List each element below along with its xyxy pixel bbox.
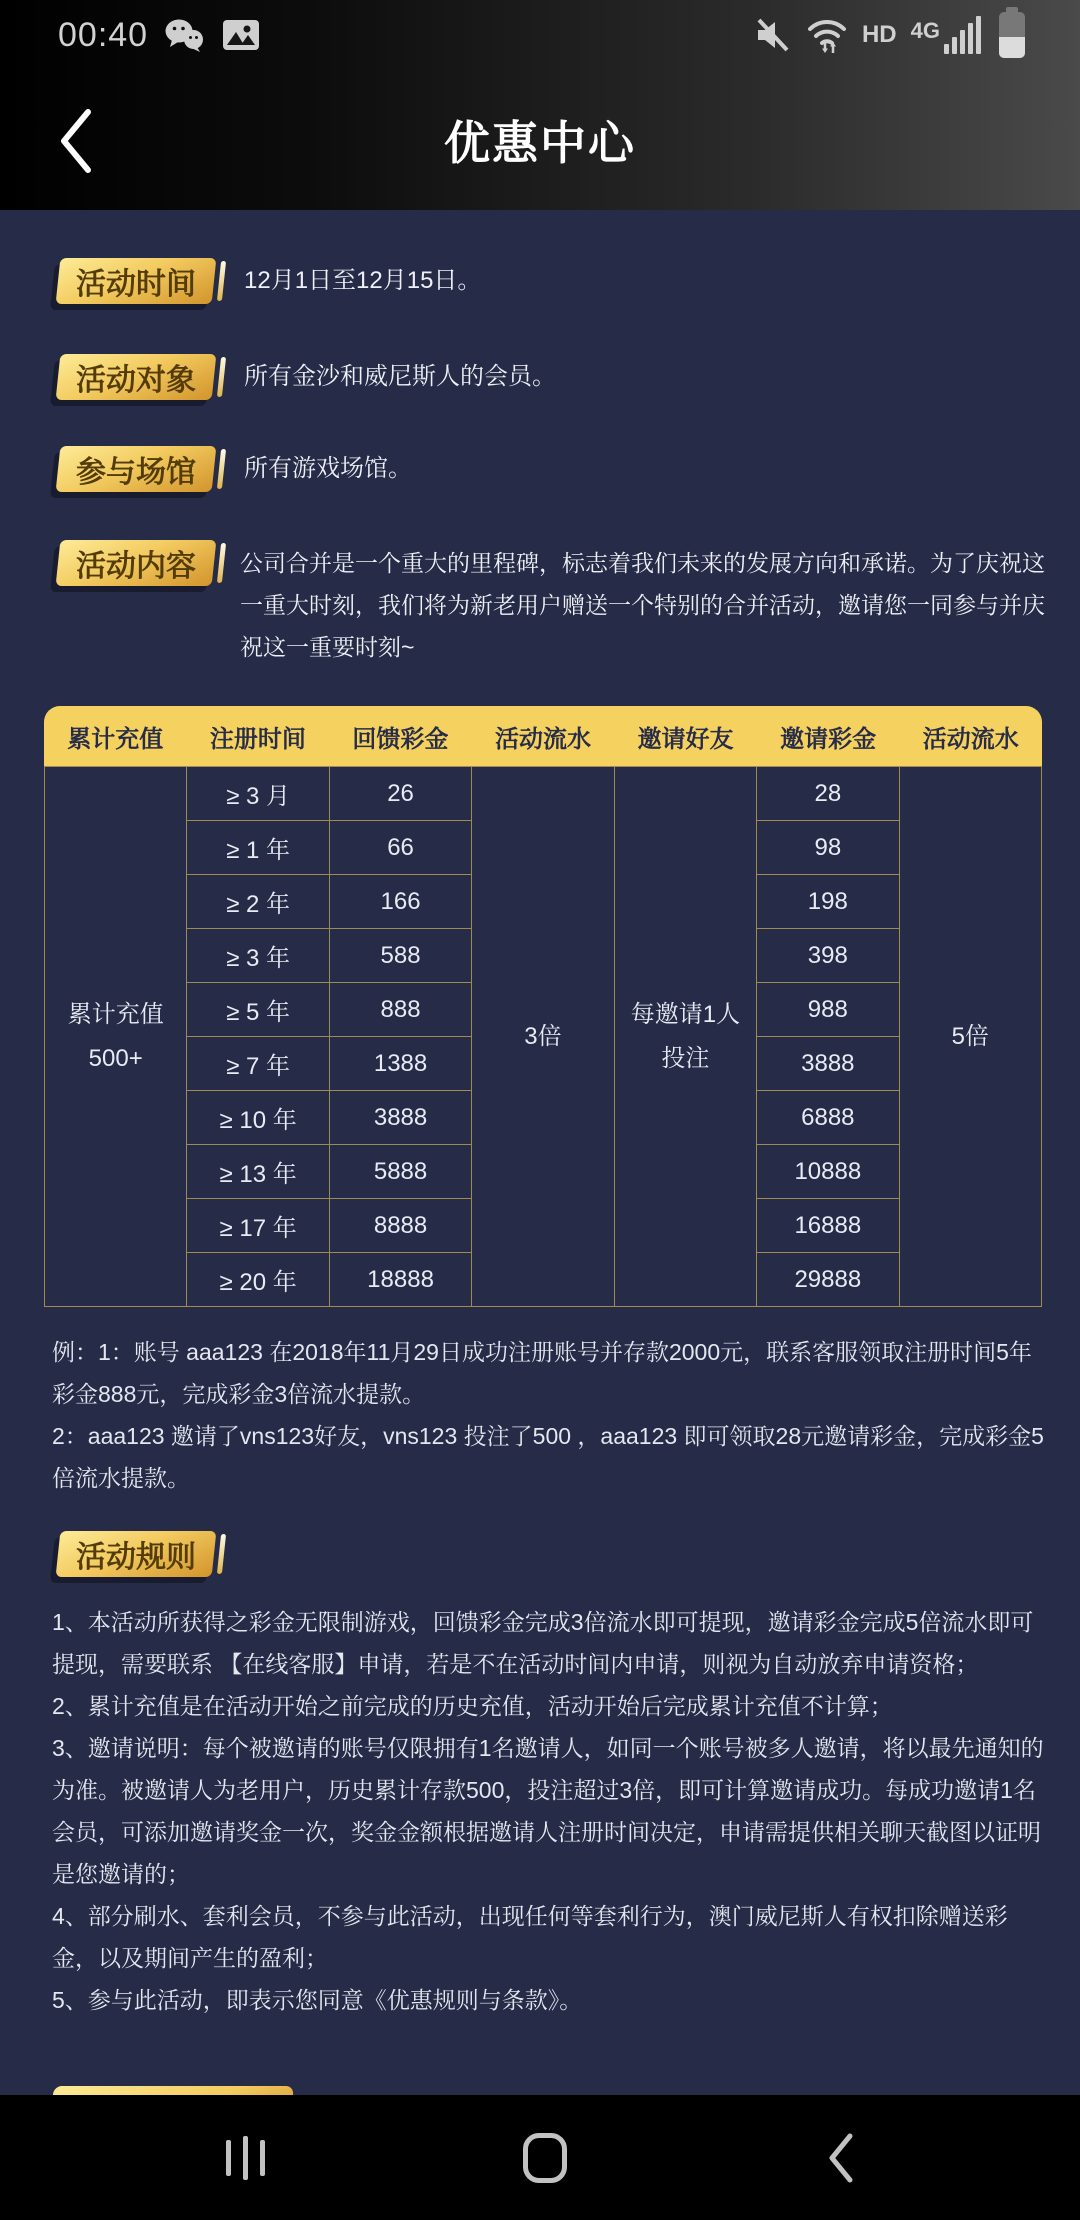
example-line: 2：aaa123 邀请了vns123好友，vns123 投注了500 ，aaa123 即可领取28元邀请彩金，完成彩金5倍流水提款。 <box>52 1423 1044 1491</box>
merged-deposit-cell: 累计充值 500+ <box>45 767 187 1307</box>
mute-icon <box>752 15 792 55</box>
example-text <box>52 1331 1046 1499</box>
reg-time-cell: ≥ 13 年 <box>187 1145 329 1199</box>
activity-content-text: 公司合并是一个重大的里程碑，标志着我们未来的发展方向和承诺。为了庆祝这一重大时刻，我们将为新老用户赠送一个特别的合并活动，邀请您一同参与并庆祝这一重要时刻~ <box>240 550 1045 660</box>
content <box>0 210 1080 2021</box>
reg-time-cell: ≥ 3 月 <box>187 767 329 821</box>
back-nav-button[interactable] <box>825 2132 855 2184</box>
table-header-cell: 回馈彩金 <box>352 725 449 753</box>
venues-badge: 参与场馆 <box>56 446 217 492</box>
bonus-cell: 8888 <box>329 1199 471 1253</box>
nav-bar <box>0 2095 1080 2220</box>
reg-time-cell: ≥ 2 年 <box>187 875 329 929</box>
table-header-row <box>44 706 1042 766</box>
bonus-table <box>44 706 1042 1307</box>
invite-bonus-cell: 10888 <box>757 1145 899 1199</box>
merged-flow3-cell: 3倍 <box>472 767 614 1307</box>
rules-badge: 活动规则 <box>56 1531 217 1577</box>
activity-time-badge: 活动时间 <box>56 258 217 304</box>
rules-section-header <box>52 1531 1046 1577</box>
section-activity-time <box>52 258 1046 304</box>
rules-list <box>52 1601 1046 2021</box>
rule-item: 5、参与此活动，即表示您同意《优惠规则与条款》。 <box>52 1987 583 2013</box>
bonus-cell: 66 <box>329 821 471 875</box>
example-line: 例：1：账号 aaa123 在2018年11月29日成功注册账号并存款2000元，联系客服领取注册时间5年彩金888元，完成彩金3倍流水提款。 <box>52 1339 1032 1407</box>
activity-target-text: 所有金沙和威尼斯人的会员。 <box>244 363 556 390</box>
reg-time-cell: ≥ 5 年 <box>187 983 329 1037</box>
merged-invite-cell: 每邀请1人 投注 <box>614 767 756 1307</box>
back-button[interactable] <box>54 106 98 176</box>
table-header-cell: 注册时间 <box>209 725 306 753</box>
invite-bonus-cell: 98 <box>757 821 899 875</box>
bonus-cell: 5888 <box>329 1145 471 1199</box>
table-header-cell: 邀请好友 <box>637 725 734 753</box>
bonus-cell: 3888 <box>329 1091 471 1145</box>
rule-item: 2、累计充值是在活动开始之前完成的历史充值，活动开始后完成累计充值不计算； <box>52 1693 893 1719</box>
reg-time-cell: ≥ 20 年 <box>187 1253 329 1307</box>
table-header-cell: 累计充值 <box>67 725 164 753</box>
reg-time-cell: ≥ 10 年 <box>187 1091 329 1145</box>
rule-item: 1、本活动所获得之彩金无限制游戏，回馈彩金完成3倍流水即可提现，邀请彩金完成5倍流水即可提现，需要联系 【在线客服】申请，若是不在活动时间内申请，则视为自动放弃申请资格； <box>52 1609 1034 1677</box>
reg-time-cell: ≥ 3 年 <box>187 929 329 983</box>
clock-label: 00:40 <box>58 15 149 54</box>
wechat-icon <box>164 17 206 53</box>
wifi-icon <box>806 16 848 54</box>
bonus-cell: 888 <box>329 983 471 1037</box>
venues-text: 所有游戏场馆。 <box>244 455 412 482</box>
activity-time-text: 12月1日至12月15日。 <box>244 267 482 294</box>
merged-flow5-cell: 5倍 <box>899 767 1041 1307</box>
reg-time-cell: ≥ 1 年 <box>187 821 329 875</box>
activity-target-badge: 活动对象 <box>56 354 217 400</box>
status-bar <box>0 0 1080 70</box>
battery-icon <box>999 12 1025 58</box>
invite-bonus-cell: 198 <box>757 875 899 929</box>
table-header-cell: 活动流水 <box>922 725 1019 753</box>
section-activity-content <box>52 540 1046 668</box>
rule-item: 4、部分刷水、套利会员，不参与此活动，出现任何等套利行为，澳门威尼斯人有权扣除赠送彩金，以及期间产生的盈利； <box>52 1903 1008 1971</box>
reg-time-cell: ≥ 17 年 <box>187 1199 329 1253</box>
hd-label: HD <box>861 21 897 48</box>
invite-bonus-cell: 3888 <box>757 1037 899 1091</box>
reg-time-cell: ≥ 7 年 <box>187 1037 329 1091</box>
bonus-cell: 1388 <box>329 1037 471 1091</box>
page-title: 优惠中心 <box>444 117 636 169</box>
invite-bonus-cell: 29888 <box>757 1253 899 1307</box>
invite-bonus-cell: 398 <box>757 929 899 983</box>
bonus-cell: 166 <box>329 875 471 929</box>
recents-button[interactable] <box>226 2135 265 2181</box>
invite-bonus-cell: 16888 <box>757 1199 899 1253</box>
section-activity-target <box>52 354 1046 400</box>
table-body <box>45 767 1042 1307</box>
rule-item: 3、邀请说明：每个被邀请的账号仅限拥有1名邀请人，如同一个账号被多人邀请，将以最先通知的为准。被邀请人为老用户，历史累计存款500，投注超过3倍，即可计算邀请成功。每成功邀请1名会员，可添加邀请奖金一次，奖金金额根据邀请人注册时间决定，申请需提供相关聊天截图以证明是您邀请的； <box>52 1735 1044 1887</box>
invite-bonus-cell: 6888 <box>757 1091 899 1145</box>
app-header <box>0 70 1080 210</box>
invite-bonus-cell: 28 <box>757 767 899 821</box>
gallery-icon <box>222 18 260 52</box>
activity-content-badge: 活动内容 <box>56 540 217 586</box>
bonus-cell: 588 <box>329 929 471 983</box>
top-bar <box>0 0 1080 210</box>
table-header-cell: 邀请彩金 <box>780 725 877 753</box>
home-button[interactable] <box>523 2133 567 2183</box>
table-header-cell: 活动流水 <box>494 725 591 753</box>
bonus-cell: 18888 <box>329 1253 471 1307</box>
invite-bonus-cell: 988 <box>757 983 899 1037</box>
table-row <box>45 767 1042 821</box>
bonus-cell: 26 <box>329 767 471 821</box>
section-venues <box>52 446 1046 492</box>
signal-4g-icon: 4G <box>911 16 981 54</box>
